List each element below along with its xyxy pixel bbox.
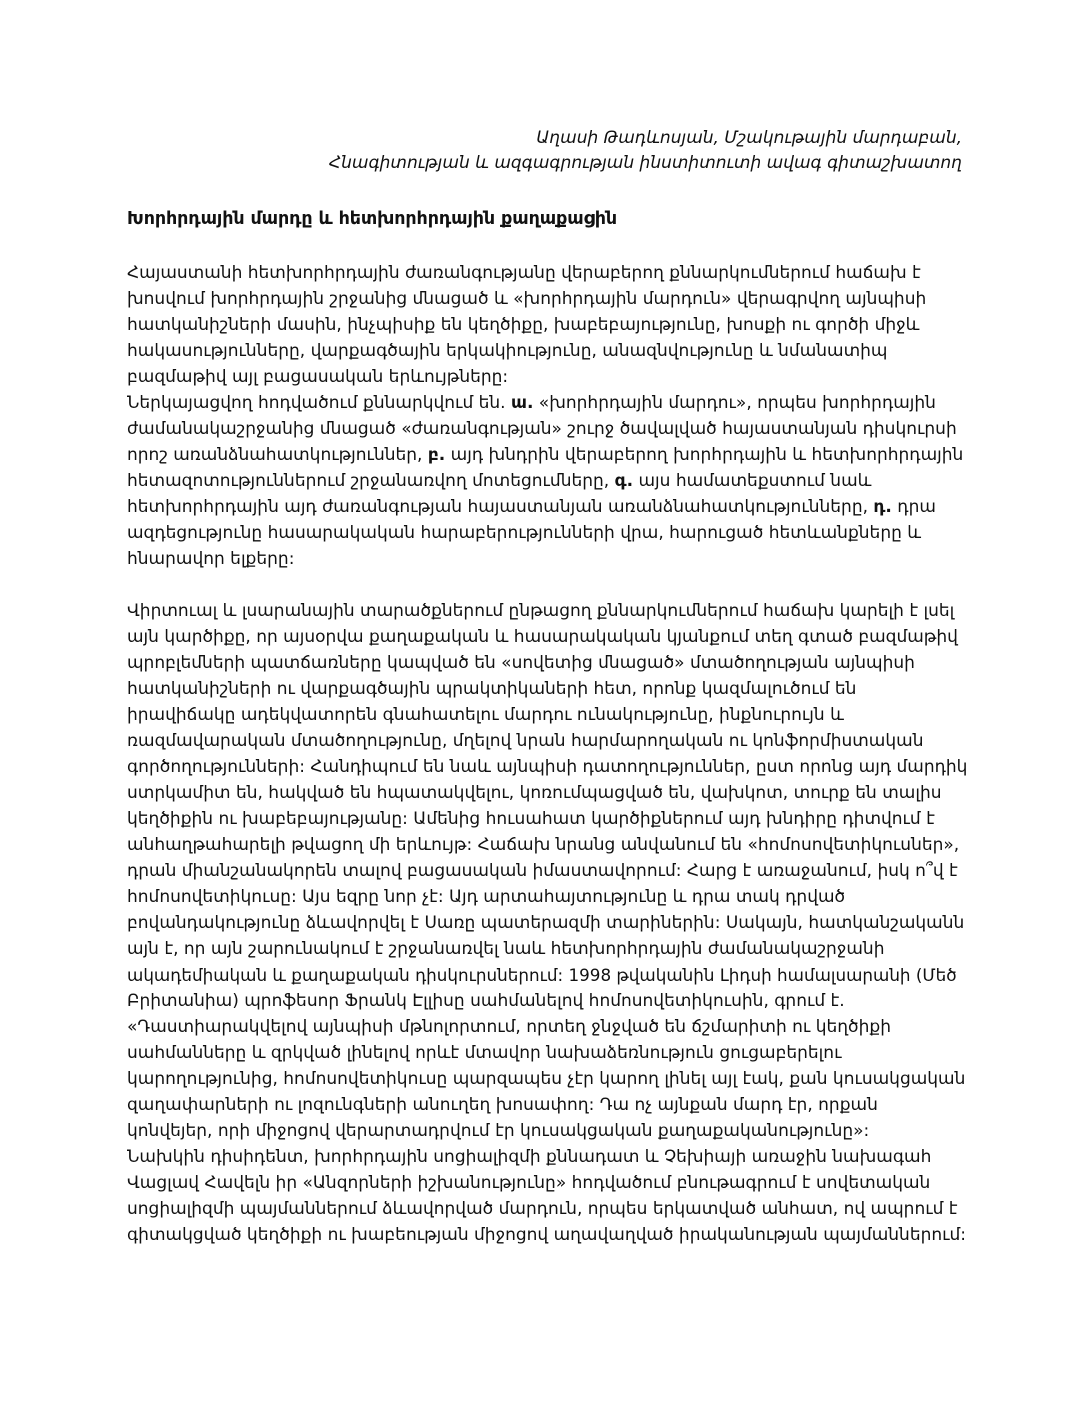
- text-line: Նախկին դիսիդենտ, խորհրդային սոցիալիզմի քննադատ և Չեխիայի առաջին նախագահ: [127, 1147, 932, 1167]
- paragraph-1: [127, 260, 967, 390]
- text-line: բովանդակությունը ձևավորվել է Սառը պատերազմի տարիներին: Սակայն, հատկանշականն: [127, 913, 965, 933]
- text-segment: հետխորհրդային այդ ժառանգության հայաստանյան առանձնահատկությունները,: [127, 497, 874, 517]
- text-line: հատկանիշների մասին, ինչպիսիք են կեղծիքը, խաբեբայությունը, խոսքի ու գործի միջև: [127, 315, 920, 335]
- text-line: խոսվում խորհրդային շրջանից մնացած և «խորհրդային մարդուն» վերագրվող այնպիսի: [127, 289, 927, 309]
- text-segment: այդ խնդրին վերաբերող խորհրդային և հետխորհրդային: [445, 445, 964, 465]
- text-line: իրավիճակը ադեկվատորեն գնահատելու մարդու ունակությունը, ինքնուրույն և: [127, 705, 844, 725]
- text-line: Հայաստանի հետխորհրդային ժառանգությանը վերաբերող քննարկումներում հաճախ է: [127, 263, 921, 283]
- text-line: զաղափարների ու լոզունգների անուղեղ խոսափող: Դա ոչ այնքան մարդ էր, որքան: [127, 1095, 878, 1115]
- text-line: սահմանները և զրկված լինելով որևէ մտավոր նախաձեռնություն ցուցաբերելու: [127, 1043, 842, 1063]
- author-block: [262, 126, 962, 176]
- text-line: Վիրտուալ և լսարանային տարածքներում ընթացող քննարկումներում հաճախ կարելի է լսել: [127, 601, 955, 621]
- text-line: Վացլավ Հավելն իր «Անզորների իշխանությունը» հոդվածում բնութագրում է սովետական: [127, 1173, 931, 1193]
- text-line: ռազմավարական մտածողությունը, մղելով նրան հարմարողական ու կոնֆորմիստական: [127, 731, 924, 751]
- text-segment: «խորհրդային մարդու», որպես խորհրդային: [533, 393, 936, 413]
- text-segment: այս համատեքստում նաև: [633, 471, 872, 491]
- list-marker-b: բ.: [427, 445, 446, 465]
- paragraph-3: [127, 598, 967, 1248]
- text-segment: որոշ առանձնահատկություններ,: [127, 445, 428, 465]
- text-line: պրոբլեմների պատճառները կապված են «սովետից մնացած» մտածողության այնպիսի: [127, 653, 915, 673]
- article-body: [127, 260, 967, 1248]
- text-line: [127, 468, 967, 494]
- text-line: հակասությունները, վարքագծային երկակիությունը, անազնվությունը և նմանատիպ: [127, 341, 888, 361]
- text-line: այն է, որ այն շարունակում է շրջանառվել նաև հետխորհրդային ժամանակաշրջանի: [127, 939, 885, 959]
- list-marker-d: դ.: [873, 497, 892, 517]
- author-affiliation-line: Հնագիտության և ազգագրության ինստիտուտի ավագ գիտաշխատող: [328, 153, 962, 173]
- text-segment: հետազոտություններում շրջանառվող մոտեցումները,: [127, 471, 615, 491]
- text-line: կարողությունից, հոմոսովետիկուսը պարզապես չէր կարող լինել այլ էակ, քան կուսակցական: [127, 1069, 966, 1089]
- list-marker-a: ա.: [510, 393, 534, 413]
- text-line: այն կարծիքը, որ այսօրվա քաղաքական և հասարակական կյանքում տեղ գտած բազմաթիվ: [127, 627, 958, 647]
- text-line: ստրկամիտ են, հակված են hպատակվելու, կոռումպացված են, վախկոտ, տուրք են տալիս: [127, 783, 942, 803]
- text-line: Բրիտանիա) պրոֆեսոր Ֆրանկ Էլլիսը սահմանելով հոմոսովետիկուսին, գրում է.: [127, 991, 845, 1011]
- text-line: հատկանիշների ու վարքագծային պրակտիկաների հետ, որոնք կազմալուծում են: [127, 679, 857, 699]
- text-line: [127, 390, 967, 416]
- text-line: ակադեմիական և քաղաքական դիսկուրսներում: 1998 թվականին Լիդսի համալսարանի (Մեծ: [127, 965, 957, 985]
- text-line: «Դաստիարակվելով այնպիսի մթնոլորտում, որտեղ ջնջված են ճշմարիտի ու կեղծիքի: [127, 1017, 892, 1037]
- text-line: ժամանակաշրջանից մնացած «ժառանգության» շուրջ ծավալված հայաստանյան դիսկուրսի: [127, 419, 957, 439]
- text-line: [127, 494, 967, 520]
- text-line: անհաղթահարելի թվացող մի երևույթ: Հաճախ նրանց անվանում են «հոմոսովետիկուսներ»,: [127, 835, 960, 855]
- list-marker-c: գ.: [614, 471, 634, 491]
- text-segment: Ներկայացվող հոդվածում քննարկվում են.: [127, 393, 511, 413]
- text-line: բազմաթիվ այլ բացասական երևույթները:: [127, 367, 509, 387]
- text-line: սոցիալիզմի պայմաններում ձևավորված մարդուն, որպես երկատված անհատ, ով ապրում է: [127, 1199, 958, 1219]
- text-segment: դրա: [891, 497, 936, 517]
- text-line: գործողությունների: Հանդիպում են նաև այնպիսի դատողություններ, ըստ որոնց այդ մարդիկ: [127, 757, 968, 777]
- text-line: հնարավոր ելքերը:: [127, 549, 295, 569]
- text-line: [127, 442, 967, 468]
- paragraph-2: [127, 390, 967, 572]
- author-name-line: Աղասի Թադևոսյան, Մշակութային մարդաբան,: [536, 128, 962, 148]
- text-line: կոնվեյեր, որի միջոցով վերարտադրվում էր կուսակցական քաղաքականությունը»:: [127, 1121, 870, 1141]
- text-line: հոմոսովետիկուսը: Այս եզրը նոր չէ: Այդ արտահայտությունը և դրա տակ դրված: [127, 887, 846, 907]
- text-line: ազդեցությունը հասարակական հարաբերությունների վրա, հարուցած հետևանքները և: [127, 523, 922, 543]
- text-line: գիտակցված կեղծիքի ու խաբեության միջոցով աղավաղված իրականության պայմաններում:: [127, 1225, 967, 1245]
- article-title: Խորհրդային մարդը և հետխորհրդային քաղաքացին: [127, 209, 618, 229]
- text-line: դրան միանշանակորեն տալով բացասական իմաստավորում: Հարց է առաջանում, իսկ ո՞վ է: [127, 861, 958, 881]
- text-line: կեղծիքին ու խաբեբայությանը: Ամենից հուսահատ կարծիքներում այդ խնդիրը դիտվում է: [127, 809, 935, 829]
